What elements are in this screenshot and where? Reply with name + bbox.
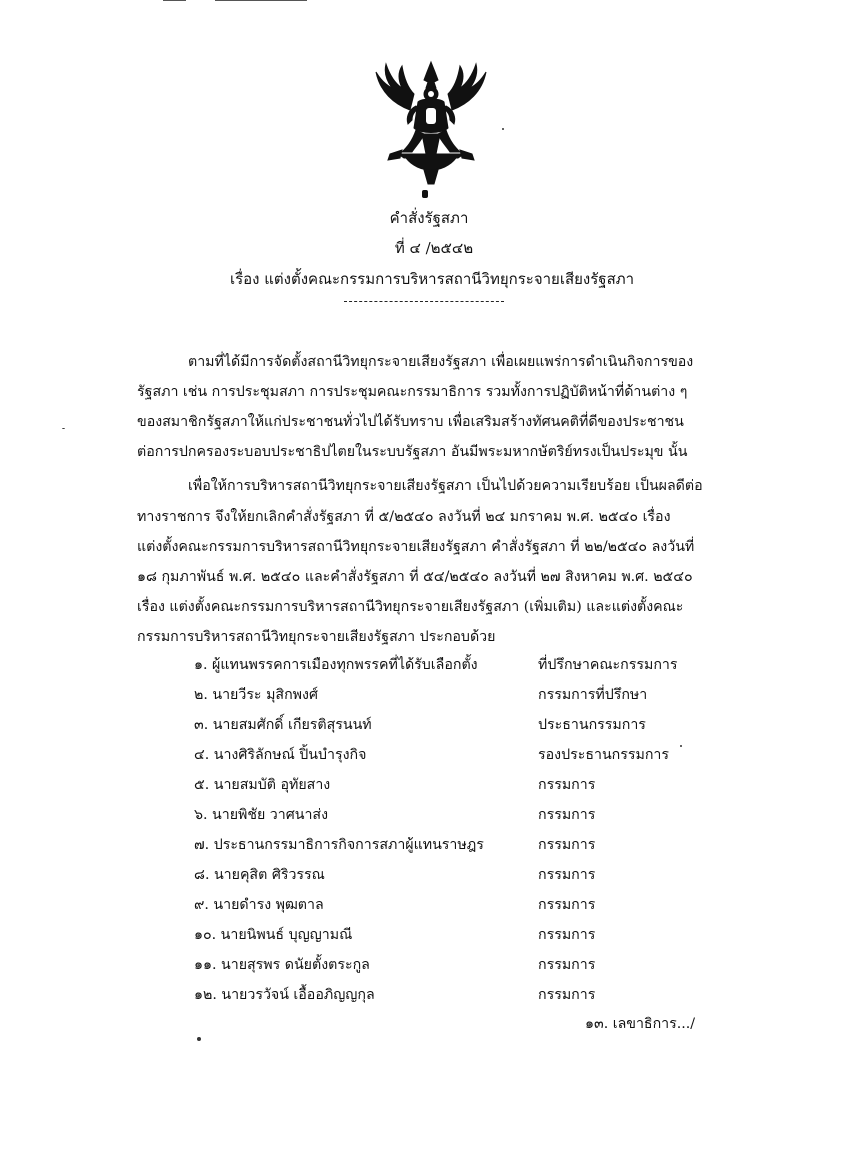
- member-name: ๓. นายสมศักดิ์ เกียรติสุรนนท์: [194, 717, 372, 733]
- member-role: รองประธานกรรมการ: [538, 747, 669, 763]
- member-role: กรรมการที่ปรึกษา: [538, 687, 648, 703]
- paragraph-1-line: ตามที่ได้มีการจัดตั้งสถานีวิทยุกระจายเสียงรัฐสภา เพื่อเผยแพร่การดำเนินกิจการของ: [188, 354, 694, 370]
- paragraph-2-line: ๑๘ กุมภาพันธ์ พ.ศ. ๒๕๔๐ และคำสั่งรัฐสภา ที่ ๕๔/๒๕๔๐ ลงวันที่ ๒๗ สิงหาคม พ.ศ. ๒๕๔๐: [137, 569, 693, 585]
- member-name: ๑๒. นายวรวัจน์ เอื้ออภิญญกุล: [194, 987, 375, 1003]
- paragraph-2-line: แต่งตั้งคณะกรรมการบริหารสถานีวิทยุกระจายเสียงรัฐสภา คำสั่งรัฐสภา ที่ ๒๒/๒๕๔๐ ลงวันที่: [137, 539, 695, 555]
- member-role: กรรมการ: [538, 867, 596, 883]
- scan-speck: [680, 745, 682, 747]
- order-number: ที่ ๔ /๒๕๔๒: [394, 239, 474, 257]
- order-subject: เรื่อง แต่งตั้งคณะกรรมการบริหารสถานีวิทยุกระจายเสียงรัฐสภา: [229, 270, 635, 288]
- member-role: กรรมการ: [538, 927, 596, 943]
- member-role: กรรมการ: [538, 837, 596, 853]
- scan-speck: [502, 128, 504, 130]
- scan-edge-line: [215, 0, 307, 1]
- document-title: คำสั่งรัฐสภา: [389, 209, 469, 227]
- member-role: กรรมการ: [538, 807, 596, 823]
- member-role: ประธานกรรมการ: [538, 717, 646, 733]
- member-role: กรรมการ: [538, 957, 596, 973]
- scan-speck: [197, 1037, 201, 1041]
- member-name: ๔. นางศิริลักษณ์ ปิ้นบำรุงกิจ: [194, 747, 367, 763]
- tick-mark: [422, 190, 428, 198]
- member-role: กรรมการ: [538, 777, 596, 793]
- member-role: กรรมการ: [538, 987, 596, 1003]
- member-name: ๖. นายพิชัย วาศนาส่ง: [194, 807, 328, 823]
- paragraph-2-line: เรื่อง แต่งตั้งคณะกรรมการบริหารสถานีวิทยุกระจายเสียงรัฐสภา (เพิ่มเติม) และแต่งตั้งคณะ: [137, 599, 684, 615]
- member-name: ๑๑. นายสุรพร ดนัยตั้งตระกูล: [194, 957, 370, 973]
- member-role: ที่ปรึกษาคณะกรรมการ: [538, 657, 678, 673]
- paragraph-2-line: กรรมการบริหารสถานีวิทยุกระจายเสียงรัฐสภา ประกอบด้วย: [137, 629, 496, 645]
- continuation-note: ๑๓. เลขาธิการ.../: [585, 1016, 696, 1032]
- paragraph-1-line: ต่อการปกครองระบอบประชาธิปไตยในระบบรัฐสภา อันมีพระมหากษัตริย์ทรงเป็นประมุข นั้น: [137, 444, 688, 460]
- paragraph-1-line: รัฐสภา เช่น การประชุมสภา การประชุมคณะกรรมาธิการ รวมทั้งการปฏิบัติหน้าที่ด้านต่าง ๆ: [137, 384, 688, 400]
- member-name: ๒. นายวีระ มุสิกพงศ์: [194, 687, 318, 703]
- scan-speck: [62, 428, 65, 429]
- member-name: ๗. ประธานกรรมาธิการกิจการสภาผู้แทนราษฎร: [194, 837, 484, 853]
- scan-edge-line: [163, 0, 186, 1]
- member-name: ๑. ผู้แทนพรรคการเมืองทุกพรรคที่ได้รับเลือกตั้ง: [194, 657, 478, 673]
- garuda-emblem-icon: [372, 58, 490, 186]
- member-name: ๑๐. นายนิพนธ์ บุญญามณี: [194, 927, 353, 943]
- member-role: กรรมการ: [538, 897, 596, 913]
- paragraph-2-line: เพื่อให้การบริหารสถานีวิทยุกระจายเสียงรัฐสภา เป็นไปด้วยความเรียบร้อย เป็นผลดีต่อ: [188, 478, 703, 494]
- dashed-divider: [344, 301, 504, 302]
- paragraph-2-line: ทางราชการ จึงให้ยกเลิกคำสั่งรัฐสภา ที่ ๕/๒๕๔๐ ลงวันที่ ๒๔ มกราคม พ.ศ. ๒๕๔๐ เรื่อง: [137, 509, 671, 525]
- member-name: ๙. นายดำรง พุฒตาล: [194, 897, 324, 913]
- member-name: ๘. นายคุสิต ศิริวรรณ: [194, 867, 325, 883]
- member-name: ๕. นายสมบัติ อุทัยสาง: [194, 777, 331, 793]
- paragraph-1-line: ของสมาชิกรัฐสภาให้แก่ประชาชนทั่วไปได้รับทราบ เพื่อเสริมสร้างทัศนคติที่ดีของประชาชน: [137, 414, 684, 430]
